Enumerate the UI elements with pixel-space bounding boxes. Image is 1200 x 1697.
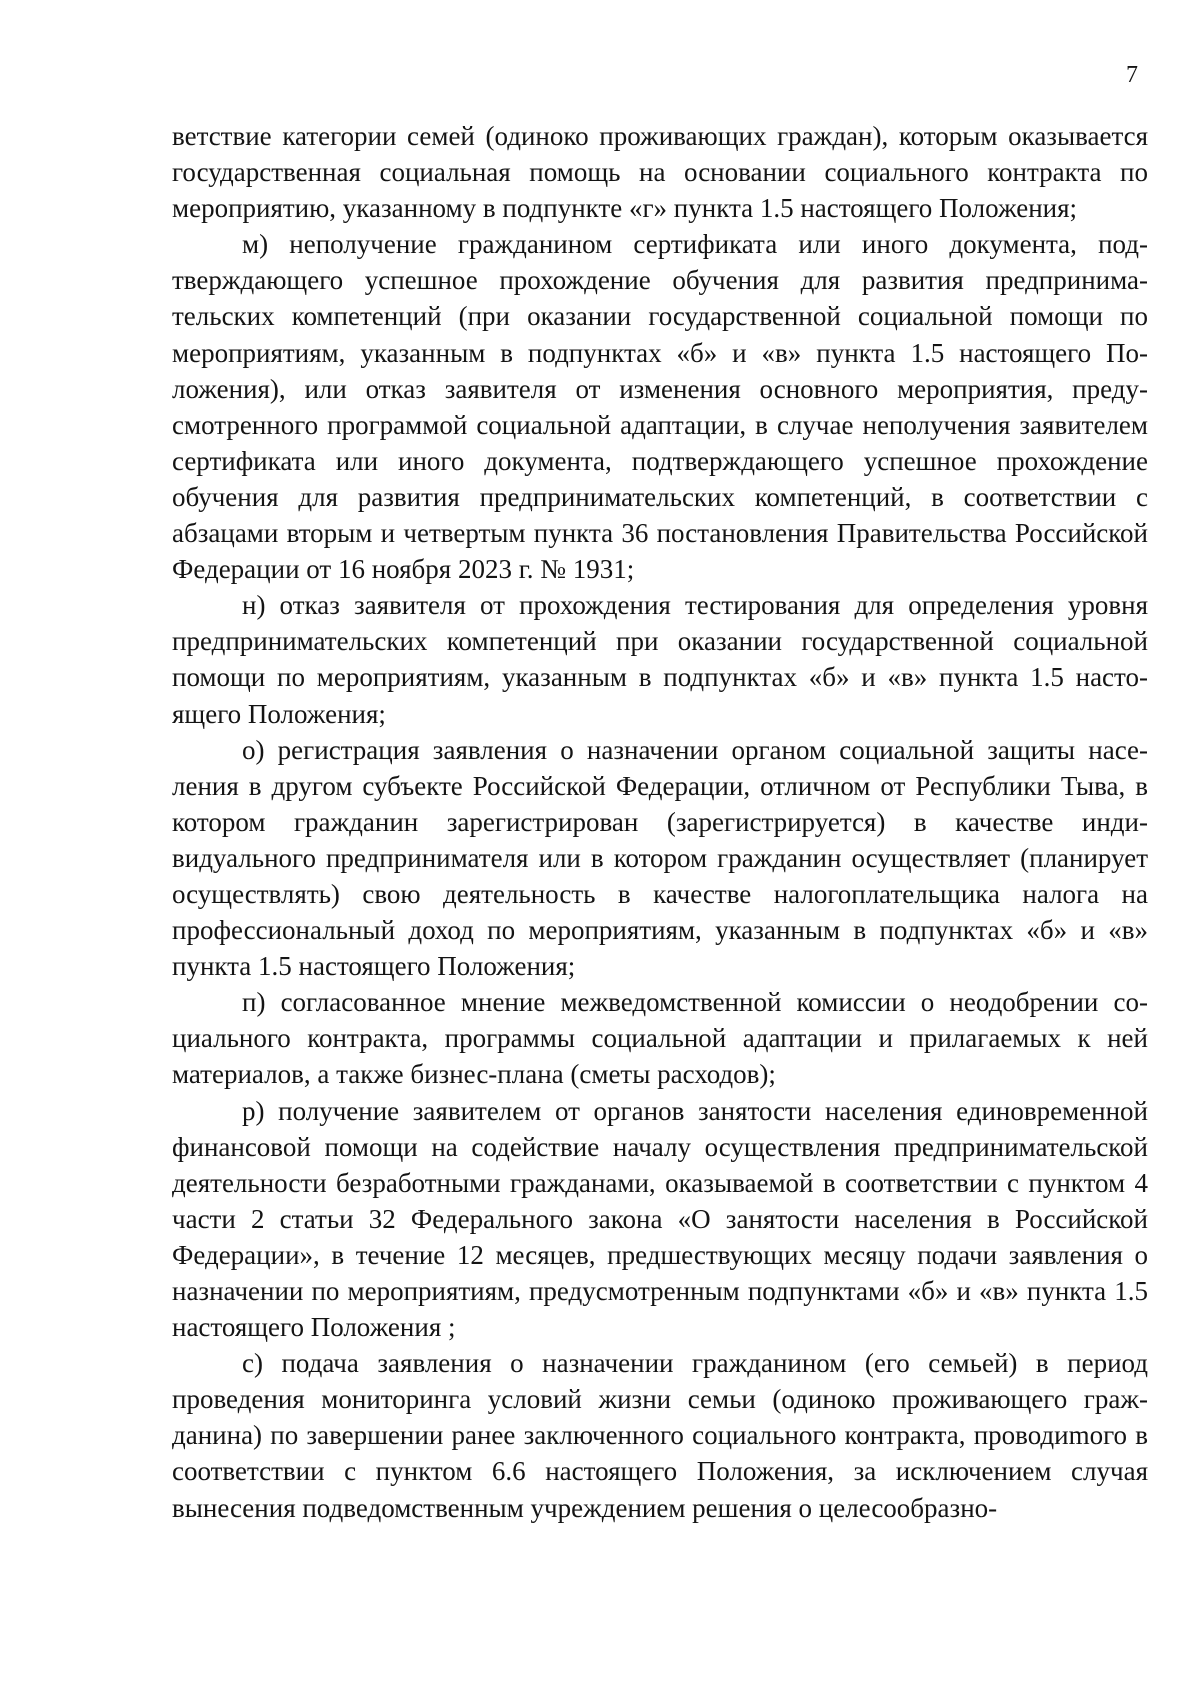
paragraph-item-m: м) неполучение гражданином сертификата или иного документа, подтверждающего успешное прохождение обучения для развития предпринимательских компетенций (при оказании государственной социальной помощи по мероприятиям, указанным в подпунктах «б» и «в» пункта 1.5 настоящего Положения), или отказ заявителя от изменения основного мероприятия, предусмотренного программой социальной адаптации, в случае неполучения заявителем сертификата или иного документа, подтверждающего успешное прохождение обучения для развития предпринимательских компетенций, в соответствии с абзацами вторым и четвертым пункта 36 постановления Правительства Российской Федерации от 16 ноября 2023 г. № 1931;: [172, 229, 1148, 585]
document-body: [172, 118, 1148, 1526]
paragraph-item-p: п) согласованное мнение межведомственной комиссии о неодобрении социального контракта, программы социальной адаптации и прилагаемых к ней материалов, а также бизнес-плана (сметы расходов);: [172, 987, 1148, 1090]
paragraph-item-s: с) подача заявления о назначении гражданином (его семьей) в период проведения мониторинга условий жизни семьи (одиноко проживающего гражданина) по завершении ранее заключенного социального контракта, проводиmого в соответствии с пунктом 6.6 настоящего Положения, за исключением случая вынесения подведомственным учреждением решения о целесообразно-: [172, 1348, 1148, 1523]
paragraph-item-r: р) получение заявителем от органов занятости населения единовременной финансовой помощи на содействие началу осуществления предпринимательской деятельности безработными гражданами, оказываемой в соответствии с пунктом 4 части 2 статьи 32 Федерального закона «О занятости населения в Российской Федерации», в течение 12 месяцев, предшествующих месяцу подачи заявления о назначении по мероприятиям, предусмотренным подпунктами «б» и «в» пункта 1.5 настоящего Положения ;: [172, 1095, 1148, 1343]
page-number: 7: [1126, 62, 1138, 88]
paragraph-item-n: н) отказ заявителя от прохождения тестирования для определения уровня предпринимательских компетенций при оказании государственной социальной помощи по мероприятиям, указанным в подпунктах «б» и «в» пункта 1.5 настоящего Положения;: [172, 590, 1148, 729]
paragraph-continuation: ветствие категории семей (одиноко проживающих граждан), которым оказывается государственная социальная помощь на основании социального контракта по мероприятию, указанному в подпункте «г» пункта 1.5 настоящего Положения;: [172, 121, 1148, 224]
paragraph-item-o: о) регистрация заявления о назначении органом социальной защиты населения в другом субъекте Российской Федерации, отличном от Республики Тыва, в котором гражданин зарегистрирован (зарегистрируется) в качестве индивидуального предпринимателя или в котором гражданин осуществляет (планирует осуществлять) свою деятельность в качестве налогоплательщика налога на профессиональный доход по мероприятиям, указанным в подпунктах «б» и «в» пункта 1.5 настоящего Положения;: [172, 734, 1148, 982]
